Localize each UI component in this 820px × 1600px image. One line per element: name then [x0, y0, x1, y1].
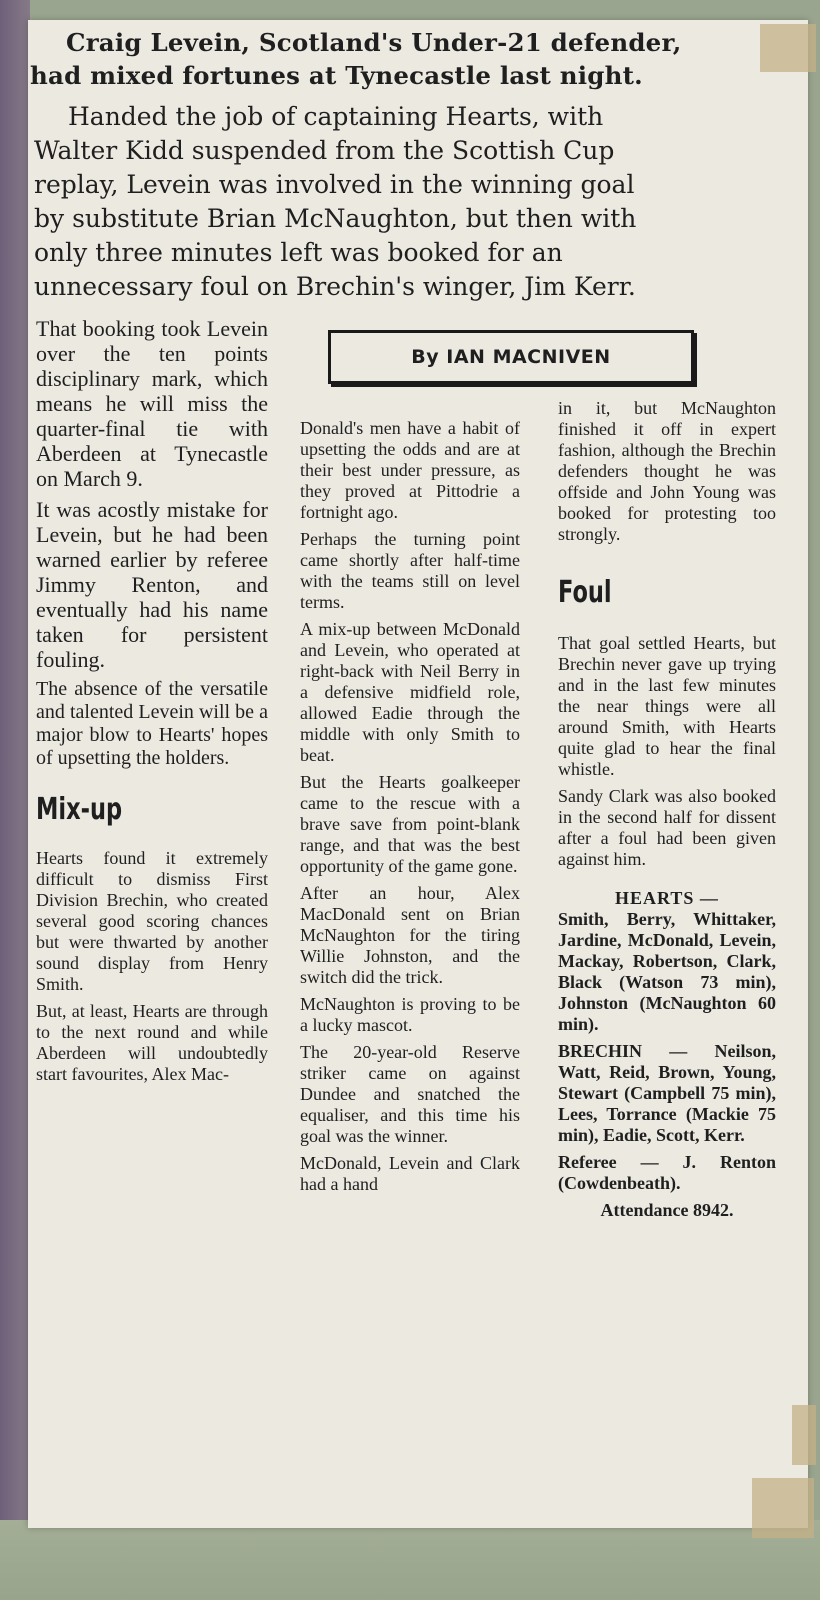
tape-right-middle — [792, 1405, 816, 1465]
byline: By IAN MACNIVEN — [411, 346, 611, 368]
lead-paragraph — [28, 100, 814, 304]
paragraph: That goal settled Hearts, but Brechin never gave up trying and in the last few minutes the near things were all around Smith, with Hearts quite glad to hear the final whistle. — [558, 633, 776, 779]
lead-line: replay, Levein was involved in the winning goal — [34, 170, 635, 199]
newspaper-clipping — [28, 20, 808, 1528]
paragraph: But the Hearts goalkeeper came to the rescue with a brave save from point-blank range, and that was the best opportunity of the game gone. — [300, 772, 520, 876]
paragraph: But, at least, Hearts are through to the next round and while Aberdeen will undoubtedly start favourites, Alex Mac- — [36, 1001, 268, 1084]
tape-bottom-right — [752, 1478, 814, 1538]
paragraph: Perhaps the turning point came shortly after half-time with the teams still on level terms. — [300, 529, 520, 612]
lead-line: Handed the job of captaining Hearts, with — [68, 102, 604, 131]
column-1 — [36, 316, 268, 1085]
headline-line: Craig Levein, Scotland's Under-21 defender, — [66, 28, 682, 57]
paragraph: Donald's men have a habit of upsetting the odds and are at their best under pressure, as they proved at Pittodrie a fortnight ago. — [300, 418, 520, 522]
headline-line: had mixed fortunes at Tynecastle last night. — [30, 61, 643, 90]
lead-line: only three minutes left was booked for an — [34, 238, 563, 267]
paragraph: Sandy Clark was also booked in the second half for dissent after a foul had been given against him. — [558, 786, 776, 869]
headline — [28, 26, 820, 92]
team-lineup-brechin: BRECHIN — Neilson, Watt, Reid, Brown, Young, Stewart (Campbell 75 min), Lees, Torrance (Mackie 75 min), Eadie, Scott, Kerr. — [558, 1041, 776, 1145]
subheading: Foul — [558, 575, 612, 610]
column-2 — [300, 418, 520, 1195]
team-heading: HEARTS — — [615, 888, 719, 908]
paragraph: The 20-year-old Reserve striker came on against Dundee and snatched the equaliser, and this time his goal was the winner. — [300, 1042, 520, 1146]
background-bottom — [0, 1520, 820, 1600]
lead-line: by substitute Brian McNaughton, but then with — [34, 204, 637, 233]
referee-line: Referee — J. Renton (Cowdenbeath). — [558, 1152, 776, 1193]
paragraph: Hearts found it extremely difficult to dismiss First Division Brechin, who created several good scoring chances but were thwarted by another sound display from Henry Smith. — [36, 848, 268, 994]
column-3 — [558, 398, 776, 1221]
background-left-edge — [0, 0, 30, 1600]
byline-box — [328, 330, 694, 384]
tape-top-right — [760, 24, 816, 72]
paragraph: After an hour, Alex MacDonald sent on Brian McNaughton for the tiring Willie Johnston, and the switch did the trick. — [300, 883, 520, 987]
team-lineup-hearts: Smith, Berry, Whittaker, Jardine, McDonald, Levein, Mackay, Robertson, Clark, Black (Watson 73 min), Johnston (McNaughton 60 min). — [558, 909, 776, 1034]
paragraph: A mix-up between McDonald and Levein, who operated at right-back with Neil Berry in a defensive midfield role, allowed Eadie through the middle with only Smith to beat. — [300, 619, 520, 765]
lead-line: unnecessary foul on Brechin's winger, Jim Kerr. — [34, 272, 636, 301]
paragraph: McDonald, Levein and Clark had a hand — [300, 1153, 520, 1194]
paragraph: in it, but McNaughton finished it off in expert fashion, although the Brechin defenders thought he was offside and John Young was booked for protesting too strongly. — [558, 398, 776, 544]
paragraph: That booking took Levein over the ten points disciplinary mark, which means he will miss the quarter-final tie with Aberdeen at Tynecastle on March 9. — [36, 316, 268, 491]
paragraph: The absence of the versatile and talented Levein will be a major blow to Hearts' hopes of upsetting the holders. — [36, 678, 268, 769]
paragraph: McNaughton is proving to be a lucky mascot. — [300, 994, 520, 1035]
subheading: Mix-up — [36, 792, 123, 827]
paragraph: It was acostly mistake for Levein, but he had been warned earlier by referee Jimmy Renton, and eventually had his name taken for persistent fouling. — [36, 497, 268, 672]
attendance-line: Attendance 8942. — [600, 1200, 734, 1220]
lead-line: Walter Kidd suspended from the Scottish Cup — [34, 136, 615, 165]
